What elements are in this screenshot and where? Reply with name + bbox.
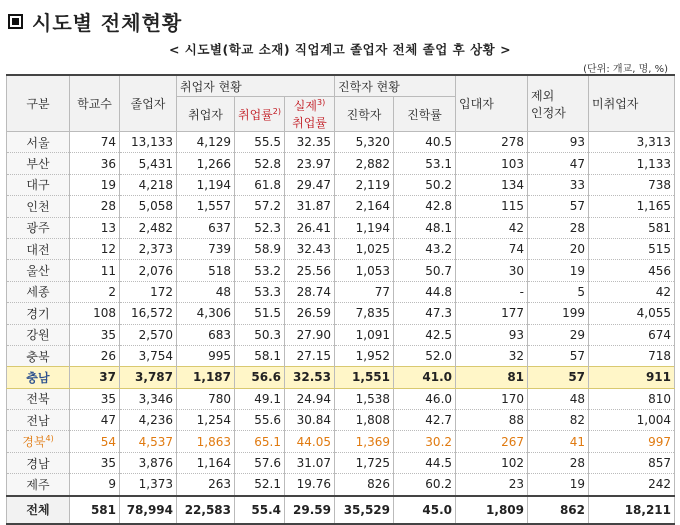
cell-advancement-rate: 60.2 — [394, 474, 456, 496]
cell-excluded: 862 — [528, 496, 589, 524]
region-label: 제주 — [26, 477, 50, 492]
header-actual-employment-rate — [285, 97, 335, 132]
cell-unemployed: 42 — [589, 281, 675, 302]
cell-advancement-rate: 42.7 — [394, 410, 456, 431]
region-label: 대전 — [26, 242, 50, 257]
cell-actual-rate: 25.56 — [285, 260, 335, 281]
cell-employment-rate: 52.1 — [235, 474, 285, 496]
region-label: 전체 — [26, 503, 50, 518]
cell-employment-rate: 58.1 — [235, 345, 285, 366]
cell-advancement-rate: 42.5 — [394, 324, 456, 345]
cell-advancement-rate: 44.8 — [394, 281, 456, 302]
cell-advanced: 77 — [335, 281, 394, 302]
region-cell — [7, 324, 70, 345]
region-cell — [7, 474, 70, 496]
cell-graduates: 3,787 — [120, 367, 177, 388]
region-label: 울산 — [26, 264, 50, 279]
cell-actual-rate: 30.84 — [285, 410, 335, 431]
region-cell — [7, 153, 70, 174]
region-cell — [7, 496, 70, 524]
table-row — [7, 410, 675, 431]
table-row — [7, 345, 675, 366]
cell-graduates: 2,570 — [120, 324, 177, 345]
cell-employed: 637 — [177, 217, 235, 238]
region-cell — [7, 431, 70, 452]
cell-employment-rate: 50.3 — [235, 324, 285, 345]
cell-employed: 48 — [177, 281, 235, 302]
header-advancement-rate: 진학률 — [394, 97, 456, 132]
cell-military: 103 — [456, 153, 528, 174]
region-label: 부산 — [26, 157, 50, 172]
cell-military: 267 — [456, 431, 528, 452]
header-employment-group: 취업자 현황 — [177, 75, 335, 97]
footnote-marker: 4) — [45, 434, 54, 444]
cell-graduates: 2,076 — [120, 260, 177, 281]
cell-schools: 9 — [70, 474, 120, 496]
cell-actual-rate: 26.59 — [285, 303, 335, 324]
cell-unemployed: 581 — [589, 217, 675, 238]
region-label: 충남 — [26, 370, 50, 385]
cell-employment-rate: 65.1 — [235, 431, 285, 452]
cell-employed: 263 — [177, 474, 235, 496]
cell-advanced: 1,369 — [335, 431, 394, 452]
cell-advanced: 1,091 — [335, 324, 394, 345]
cell-employed: 4,129 — [177, 132, 235, 153]
cell-employed: 683 — [177, 324, 235, 345]
cell-excluded: 57 — [528, 196, 589, 217]
cell-schools: 2 — [70, 281, 120, 302]
cell-schools: 35 — [70, 452, 120, 473]
cell-graduates: 3,346 — [120, 388, 177, 409]
header-advanced: 진학자 — [335, 97, 394, 132]
cell-employed: 1,164 — [177, 452, 235, 473]
cell-advancement-rate: 48.1 — [394, 217, 456, 238]
cell-schools: 54 — [70, 431, 120, 452]
cell-excluded: 28 — [528, 217, 589, 238]
cell-advanced: 1,952 — [335, 345, 394, 366]
header-employed: 취업자 — [177, 97, 235, 132]
cell-advancement-rate: 50.7 — [394, 260, 456, 281]
cell-advanced: 2,164 — [335, 196, 394, 217]
cell-graduates: 78,994 — [120, 496, 177, 524]
cell-excluded: 33 — [528, 174, 589, 195]
header-actual-employed-label: 실제 — [293, 99, 317, 113]
cell-schools: 37 — [70, 367, 120, 388]
cell-actual-rate: 44.05 — [285, 431, 335, 452]
table-row — [7, 217, 675, 238]
cell-excluded: 57 — [528, 345, 589, 366]
cell-advancement-rate: 42.8 — [394, 196, 456, 217]
cell-military: 102 — [456, 452, 528, 473]
cell-unemployed: 3,313 — [589, 132, 675, 153]
cell-advanced: 2,119 — [335, 174, 394, 195]
cell-excluded: 93 — [528, 132, 589, 153]
cell-schools: 108 — [70, 303, 120, 324]
cell-actual-rate: 19.76 — [285, 474, 335, 496]
header-military: 입대자 — [456, 75, 528, 132]
region-cell — [7, 238, 70, 259]
footnote-marker: 3) — [316, 98, 326, 107]
cell-graduates: 5,058 — [120, 196, 177, 217]
cell-employment-rate: 51.5 — [235, 303, 285, 324]
cell-excluded: 41 — [528, 431, 589, 452]
cell-actual-rate: 32.43 — [285, 238, 335, 259]
cell-advancement-rate: 43.2 — [394, 238, 456, 259]
cell-employed: 739 — [177, 238, 235, 259]
region-cell — [7, 388, 70, 409]
cell-actual-rate: 29.59 — [285, 496, 335, 524]
cell-advancement-rate: 46.0 — [394, 388, 456, 409]
cell-military: 23 — [456, 474, 528, 496]
cell-advanced: 1,025 — [335, 238, 394, 259]
cell-advancement-rate: 44.5 — [394, 452, 456, 473]
cell-schools: 35 — [70, 388, 120, 409]
cell-employed: 1,187 — [177, 367, 235, 388]
region-cell — [7, 281, 70, 302]
cell-unemployed: 911 — [589, 367, 675, 388]
cell-advanced: 35,529 — [335, 496, 394, 524]
table-row — [7, 388, 675, 409]
cell-advanced: 7,835 — [335, 303, 394, 324]
cell-schools: 74 — [70, 132, 120, 153]
cell-excluded: 82 — [528, 410, 589, 431]
cell-actual-rate: 27.15 — [285, 345, 335, 366]
page-title — [8, 6, 182, 36]
cell-unemployed: 515 — [589, 238, 675, 259]
cell-actual-rate: 32.35 — [285, 132, 335, 153]
cell-employment-rate: 55.4 — [235, 496, 285, 524]
header-employment-rate — [235, 97, 285, 132]
cell-actual-rate: 23.97 — [285, 153, 335, 174]
cell-employment-rate: 52.3 — [235, 217, 285, 238]
cell-advanced: 1,725 — [335, 452, 394, 473]
cell-advancement-rate: 40.5 — [394, 132, 456, 153]
region-cell — [7, 452, 70, 473]
cell-advanced: 1,808 — [335, 410, 394, 431]
region-cell — [7, 410, 70, 431]
cell-schools: 11 — [70, 260, 120, 281]
cell-unemployed: 810 — [589, 388, 675, 409]
region-label: 강원 — [26, 328, 50, 343]
region-label: 전남 — [26, 413, 50, 428]
statistics-table — [6, 74, 675, 525]
cell-schools: 36 — [70, 153, 120, 174]
cell-schools: 26 — [70, 345, 120, 366]
cell-graduates: 2,373 — [120, 238, 177, 259]
region-cell — [7, 196, 70, 217]
table-caption: < 시도별(학교 소재) 직업계고 졸업자 전체 졸업 후 상황 > — [168, 42, 512, 57]
cell-schools: 13 — [70, 217, 120, 238]
region-cell — [7, 217, 70, 238]
header-employment-rate-label: 취업률 — [238, 107, 273, 122]
cell-military: 30 — [456, 260, 528, 281]
cell-unemployed: 18,211 — [589, 496, 675, 524]
cell-advancement-rate: 30.2 — [394, 431, 456, 452]
table-row — [7, 153, 675, 174]
cell-graduates: 3,876 — [120, 452, 177, 473]
cell-advanced: 826 — [335, 474, 394, 496]
cell-excluded: 28 — [528, 452, 589, 473]
cell-actual-rate: 28.74 — [285, 281, 335, 302]
cell-employment-rate: 55.6 — [235, 410, 285, 431]
cell-employed: 1,863 — [177, 431, 235, 452]
table-row — [7, 196, 675, 217]
cell-military: 170 — [456, 388, 528, 409]
cell-unemployed: 997 — [589, 431, 675, 452]
cell-actual-rate: 24.94 — [285, 388, 335, 409]
cell-employment-rate: 53.3 — [235, 281, 285, 302]
cell-military: 81 — [456, 367, 528, 388]
cell-unemployed: 1,165 — [589, 196, 675, 217]
cell-advanced: 1,551 — [335, 367, 394, 388]
cell-military: 32 — [456, 345, 528, 366]
region-cell — [7, 260, 70, 281]
cell-employed: 518 — [177, 260, 235, 281]
cell-employment-rate: 56.6 — [235, 367, 285, 388]
cell-actual-rate: 27.90 — [285, 324, 335, 345]
footnote-marker: 2) — [272, 106, 281, 116]
cell-employed: 780 — [177, 388, 235, 409]
unit-note: (단위: 개교, 명, %) — [583, 64, 668, 75]
cell-employment-rate: 55.5 — [235, 132, 285, 153]
cell-employed: 1,254 — [177, 410, 235, 431]
region-label: 충북 — [26, 349, 50, 364]
cell-graduates: 5,431 — [120, 153, 177, 174]
region-label: 인천 — [26, 199, 50, 214]
cell-employment-rate: 61.8 — [235, 174, 285, 195]
cell-excluded: 5 — [528, 281, 589, 302]
cell-military: - — [456, 281, 528, 302]
cell-unemployed: 674 — [589, 324, 675, 345]
cell-schools: 12 — [70, 238, 120, 259]
cell-advanced: 2,882 — [335, 153, 394, 174]
cell-actual-rate: 32.53 — [285, 367, 335, 388]
cell-employed: 22,583 — [177, 496, 235, 524]
cell-advancement-rate: 53.1 — [394, 153, 456, 174]
region-cell — [7, 174, 70, 195]
page-title-text: 시도별 전체현황 — [32, 10, 183, 35]
cell-employed: 1,557 — [177, 196, 235, 217]
cell-military: 177 — [456, 303, 528, 324]
cell-employment-rate: 57.2 — [235, 196, 285, 217]
cell-graduates: 4,218 — [120, 174, 177, 195]
cell-graduates: 172 — [120, 281, 177, 302]
table-row — [7, 281, 675, 302]
region-label: 경북 — [22, 435, 46, 450]
cell-unemployed: 1,133 — [589, 153, 675, 174]
cell-employed: 1,266 — [177, 153, 235, 174]
cell-graduates: 4,236 — [120, 410, 177, 431]
region-label: 광주 — [26, 221, 50, 236]
header-excluded — [528, 75, 589, 132]
cell-excluded: 199 — [528, 303, 589, 324]
region-label: 전북 — [26, 392, 50, 407]
cell-advancement-rate: 41.0 — [394, 367, 456, 388]
cell-employment-rate: 49.1 — [235, 388, 285, 409]
cell-schools: 19 — [70, 174, 120, 195]
cell-unemployed: 738 — [589, 174, 675, 195]
cell-advancement-rate: 45.0 — [394, 496, 456, 524]
cell-unemployed: 242 — [589, 474, 675, 496]
cell-advanced: 1,194 — [335, 217, 394, 238]
cell-excluded: 29 — [528, 324, 589, 345]
table-row — [7, 132, 675, 153]
cell-graduates: 4,537 — [120, 431, 177, 452]
table-row — [7, 303, 675, 324]
header-graduates: 졸업자 — [120, 75, 177, 132]
cell-schools: 28 — [70, 196, 120, 217]
cell-schools: 47 — [70, 410, 120, 431]
cell-unemployed: 718 — [589, 345, 675, 366]
table-row — [7, 367, 675, 388]
cell-advanced: 1,538 — [335, 388, 394, 409]
cell-actual-rate: 31.87 — [285, 196, 335, 217]
cell-unemployed: 456 — [589, 260, 675, 281]
cell-unemployed: 857 — [589, 452, 675, 473]
cell-excluded: 57 — [528, 367, 589, 388]
cell-employed: 4,306 — [177, 303, 235, 324]
cell-employed: 995 — [177, 345, 235, 366]
cell-military: 134 — [456, 174, 528, 195]
cell-military: 42 — [456, 217, 528, 238]
cell-graduates: 2,482 — [120, 217, 177, 238]
table-row — [7, 324, 675, 345]
cell-employment-rate: 53.2 — [235, 260, 285, 281]
cell-employment-rate: 57.6 — [235, 452, 285, 473]
cell-graduates: 13,133 — [120, 132, 177, 153]
table-row — [7, 452, 675, 473]
cell-unemployed: 1,004 — [589, 410, 675, 431]
cell-actual-rate: 26.41 — [285, 217, 335, 238]
cell-military: 93 — [456, 324, 528, 345]
header-excluded-line1: 제외 — [531, 88, 555, 103]
cell-advancement-rate: 52.0 — [394, 345, 456, 366]
header-schools: 학교수 — [70, 75, 120, 132]
table-row — [7, 260, 675, 281]
cell-military: 278 — [456, 132, 528, 153]
cell-excluded: 47 — [528, 153, 589, 174]
cell-excluded: 19 — [528, 474, 589, 496]
cell-actual-rate: 31.07 — [285, 452, 335, 473]
cell-unemployed: 4,055 — [589, 303, 675, 324]
table-row — [7, 238, 675, 259]
region-label: 대구 — [26, 178, 50, 193]
cell-excluded: 48 — [528, 388, 589, 409]
cell-advancement-rate: 50.2 — [394, 174, 456, 195]
cell-schools: 35 — [70, 324, 120, 345]
cell-graduates: 1,373 — [120, 474, 177, 496]
cell-advancement-rate: 47.3 — [394, 303, 456, 324]
table-row — [7, 474, 675, 496]
cell-graduates: 3,754 — [120, 345, 177, 366]
region-cell — [7, 132, 70, 153]
cell-military: 74 — [456, 238, 528, 259]
cell-military: 88 — [456, 410, 528, 431]
header-actual-employment-rate-label: 취업률 — [292, 116, 327, 130]
cell-actual-rate: 29.47 — [285, 174, 335, 195]
cell-advanced: 5,320 — [335, 132, 394, 153]
header-advancement-group: 진학자 현황 — [335, 75, 456, 97]
region-cell — [7, 367, 70, 388]
cell-employment-rate: 52.8 — [235, 153, 285, 174]
table-row — [7, 431, 675, 452]
header-excluded-line2: 인정자 — [531, 105, 566, 120]
cell-excluded: 19 — [528, 260, 589, 281]
cell-advanced: 1,053 — [335, 260, 394, 281]
cell-employed: 1,194 — [177, 174, 235, 195]
region-label: 세종 — [26, 285, 50, 300]
header-unemployed: 미취업자 — [589, 75, 675, 132]
cell-military: 1,809 — [456, 496, 528, 524]
region-label: 서울 — [26, 135, 50, 150]
cell-excluded: 20 — [528, 238, 589, 259]
region-cell — [7, 303, 70, 324]
cell-employment-rate: 58.9 — [235, 238, 285, 259]
table-row — [7, 496, 675, 524]
cell-graduates: 16,572 — [120, 303, 177, 324]
cell-schools: 581 — [70, 496, 120, 524]
square-bullet-icon — [8, 14, 23, 29]
table-row — [7, 174, 675, 195]
region-label: 경남 — [26, 456, 50, 471]
region-cell — [7, 345, 70, 366]
header-region: 구분 — [7, 75, 70, 132]
cell-military: 115 — [456, 196, 528, 217]
region-label: 경기 — [26, 306, 50, 321]
